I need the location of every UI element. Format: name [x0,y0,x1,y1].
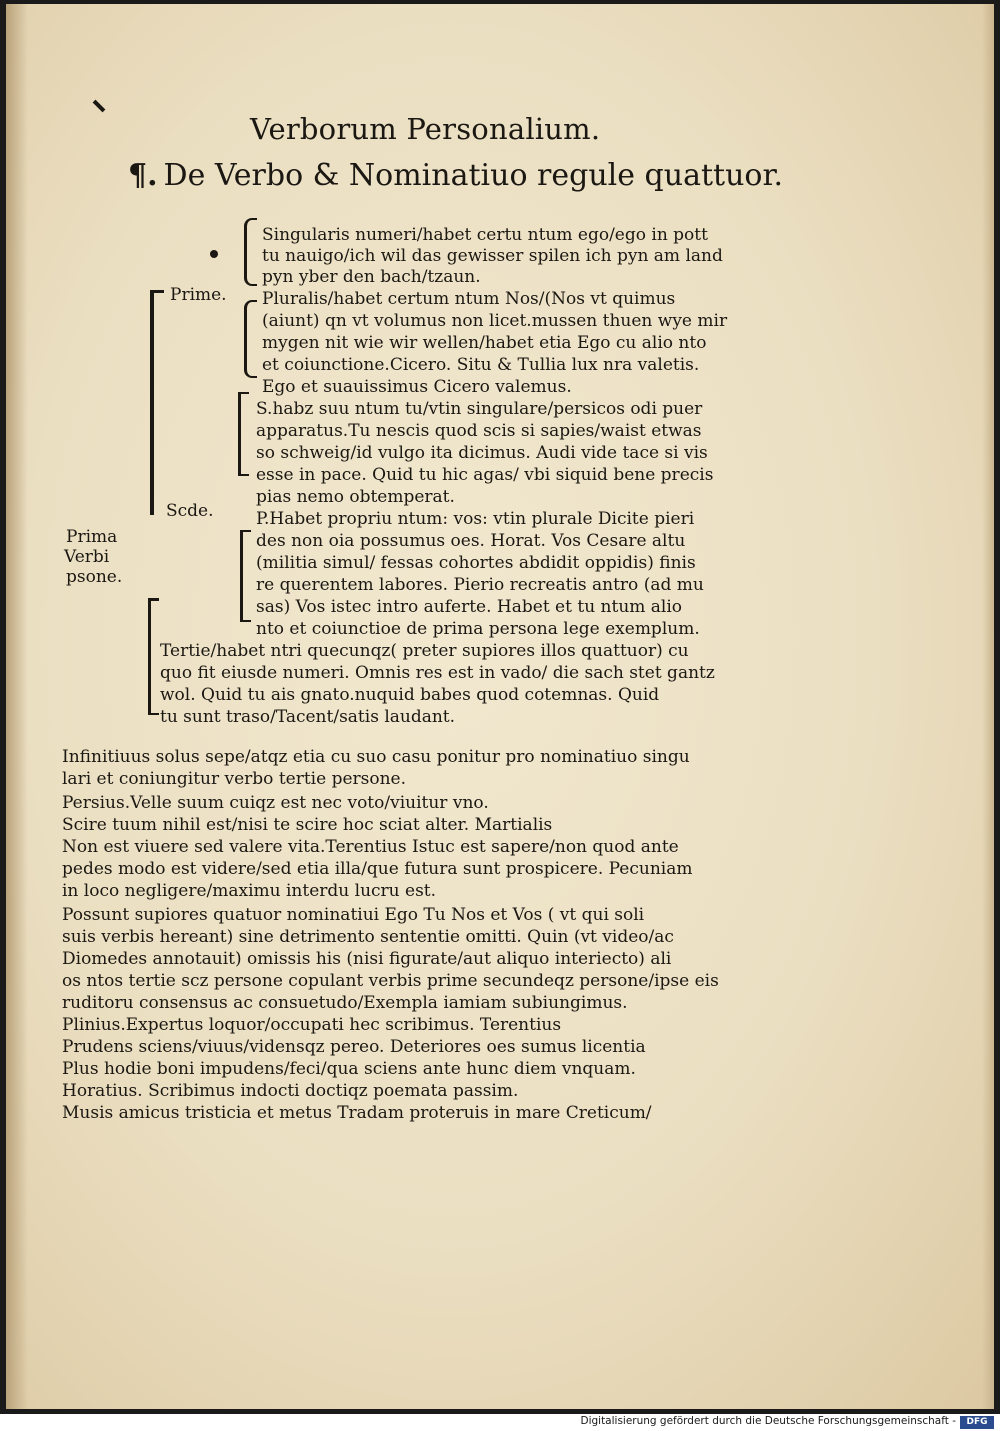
dfg-logo: DFG [960,1416,994,1429]
brace-prime-outer [150,290,164,515]
brace-tertie [148,598,159,715]
text-line: Tertie/habet ntri quecunqz( preter supiores illos quattuor) cu [160,641,689,661]
text-line: suis verbis hereant) sine detrimento sententie omitti. Quin (vt video/ac [62,927,674,947]
text-line: apparatus.Tu nescis quod scis si sapies/waist etwas [256,421,702,441]
text-line: Pluralis/habet certum ntum Nos/(Nos vt quimus [262,289,676,309]
text-line: S.habz suu ntum tu/vtin singulare/persicos odi puer [256,399,703,419]
text-line: des non oia possumus oes. Horat. Vos Cesare altu [256,531,686,551]
label-prima-verbi-persone-1: Prima [66,527,118,547]
text-line: quo fit eiusde numeri. Omnis res est in vado/ die sach stet gantz [160,663,715,683]
text-line: Persius.Velle suum cuiqz est nec voto/viuitur vno. [62,793,489,813]
text-line: P.Habet propriu ntum: vos: vtin plurale Dicite pieri [256,509,695,529]
text-line: pias nemo obtemperat. [256,487,455,507]
label-secunde: Scde. [166,501,214,521]
page-header: Verborum Personalium. [250,112,601,146]
text-line: (militia simul/ fessas cohortes abdidit oppidis) finis [256,553,696,573]
text-line: Singularis numeri/habet certu ntum ego/ego in pott [262,225,708,245]
text-line: Possunt supiores quatuor nominatiui Ego Tu Nos et Vos ( vt qui soli [62,905,645,925]
text-line: mygen nit wie wir wellen/habet etia Ego cu alio nto [262,333,707,353]
brace-plural-second [240,530,251,622]
text-line: Plinius.Expertus loquor/occupati hec scribimus. Terentius [62,1015,562,1035]
bullet-dot [210,250,218,258]
text-line: in loco negligere/maximu interdu lucru est. [62,881,437,901]
text-line: pyn yber den bach/tzaun. [262,267,481,287]
text-line: sas) Vos istec intro auferte. Habet et tu ntum alio [256,597,683,617]
text-line: Horatius. Scribimus indocti doctiqz poemata passim. [62,1081,519,1101]
text-line: wol. Quid tu ais gnato.nuquid babes quod cotemnas. Quid [160,685,660,705]
text-line: Musis amicus tristicia et metus Tradam proteruis in mare Creticum/ [62,1103,652,1123]
text-line: tu sunt traso/Tacent/satis laudant. [160,707,456,727]
text-line: nto et coiunctioe de prima persona lege exemplum. [256,619,700,639]
page-edge-shadow [982,4,994,1409]
label-prima-verbi-persone-2: Verbi [64,547,110,567]
text-line: ruditoru consensus ac consuetudo/Exempla iamiam subiungimus. [62,993,628,1013]
brace-singularis [244,218,257,286]
text-line: Plus hodie boni impudens/feci/qua sciens ante hunc diem vnquam. [62,1059,636,1079]
brace-secunde [238,392,249,476]
section-heading-text: De Verbo & Nominatiuo regule quattuor. [163,158,784,193]
text-line: re querentem labores. Pierio recreatis antro (ad mu [256,575,704,595]
label-prima-verbi-persone-3: psone. [66,567,123,587]
text-line: esse in pace. Quid tu hic agas/ vbi siquid bene precis [256,465,714,485]
text-line: et coiunctione.Cicero. Situ & Tullia lux nra valetis. [262,355,700,375]
text-line: tu nauigo/ich wil das gewisser spilen ich pyn am land [262,246,723,266]
brace-pluralis [244,300,257,378]
text-line: lari et coniungitur verbo tertie persone. [62,769,407,789]
text-line: so schweig/id vulgo ita dicimus. Audi vide tace si vis [256,443,708,463]
text-line: Ego et suauissimus Cicero valemus. [262,377,572,397]
funding-notice: Digitalisierung gefördert durch die Deutsche Forschungsgemeinschaft - [580,1415,956,1427]
text-line: os ntos tertie scz persone copulant verbis prime secundeqz persone/ipse eis [62,971,719,991]
text-line: (aiunt) qn vt volumus non licet.mussen thuen wye mir [262,311,728,331]
section-heading [128,158,783,193]
pilcrow-mark: ¶. [128,158,158,193]
text-line: Infinitiuus solus sepe/atqz etia cu suo casu ponitur pro nominatiuo singu [62,747,690,767]
text-line: Prudens sciens/viuus/vidensqz pereo. Deteriores oes sumus licentia [62,1037,646,1057]
page-gutter-shadow [6,4,28,1409]
text-line: pedes modo est videre/sed etia illa/que futura sunt prospicere. Pecuniam [62,859,693,879]
label-prime: Prime. [170,285,227,305]
text-line: Diomedes annotauit) omissis his (nisi figurate/aut aliquo interiecto) ali [62,949,672,969]
text-line: Scire tuum nihil est/nisi te scire hoc sciat alter. Martialis [62,815,553,835]
text-line: Non est viuere sed valere vita.Terentius Istuc est sapere/non quod ante [62,837,679,857]
